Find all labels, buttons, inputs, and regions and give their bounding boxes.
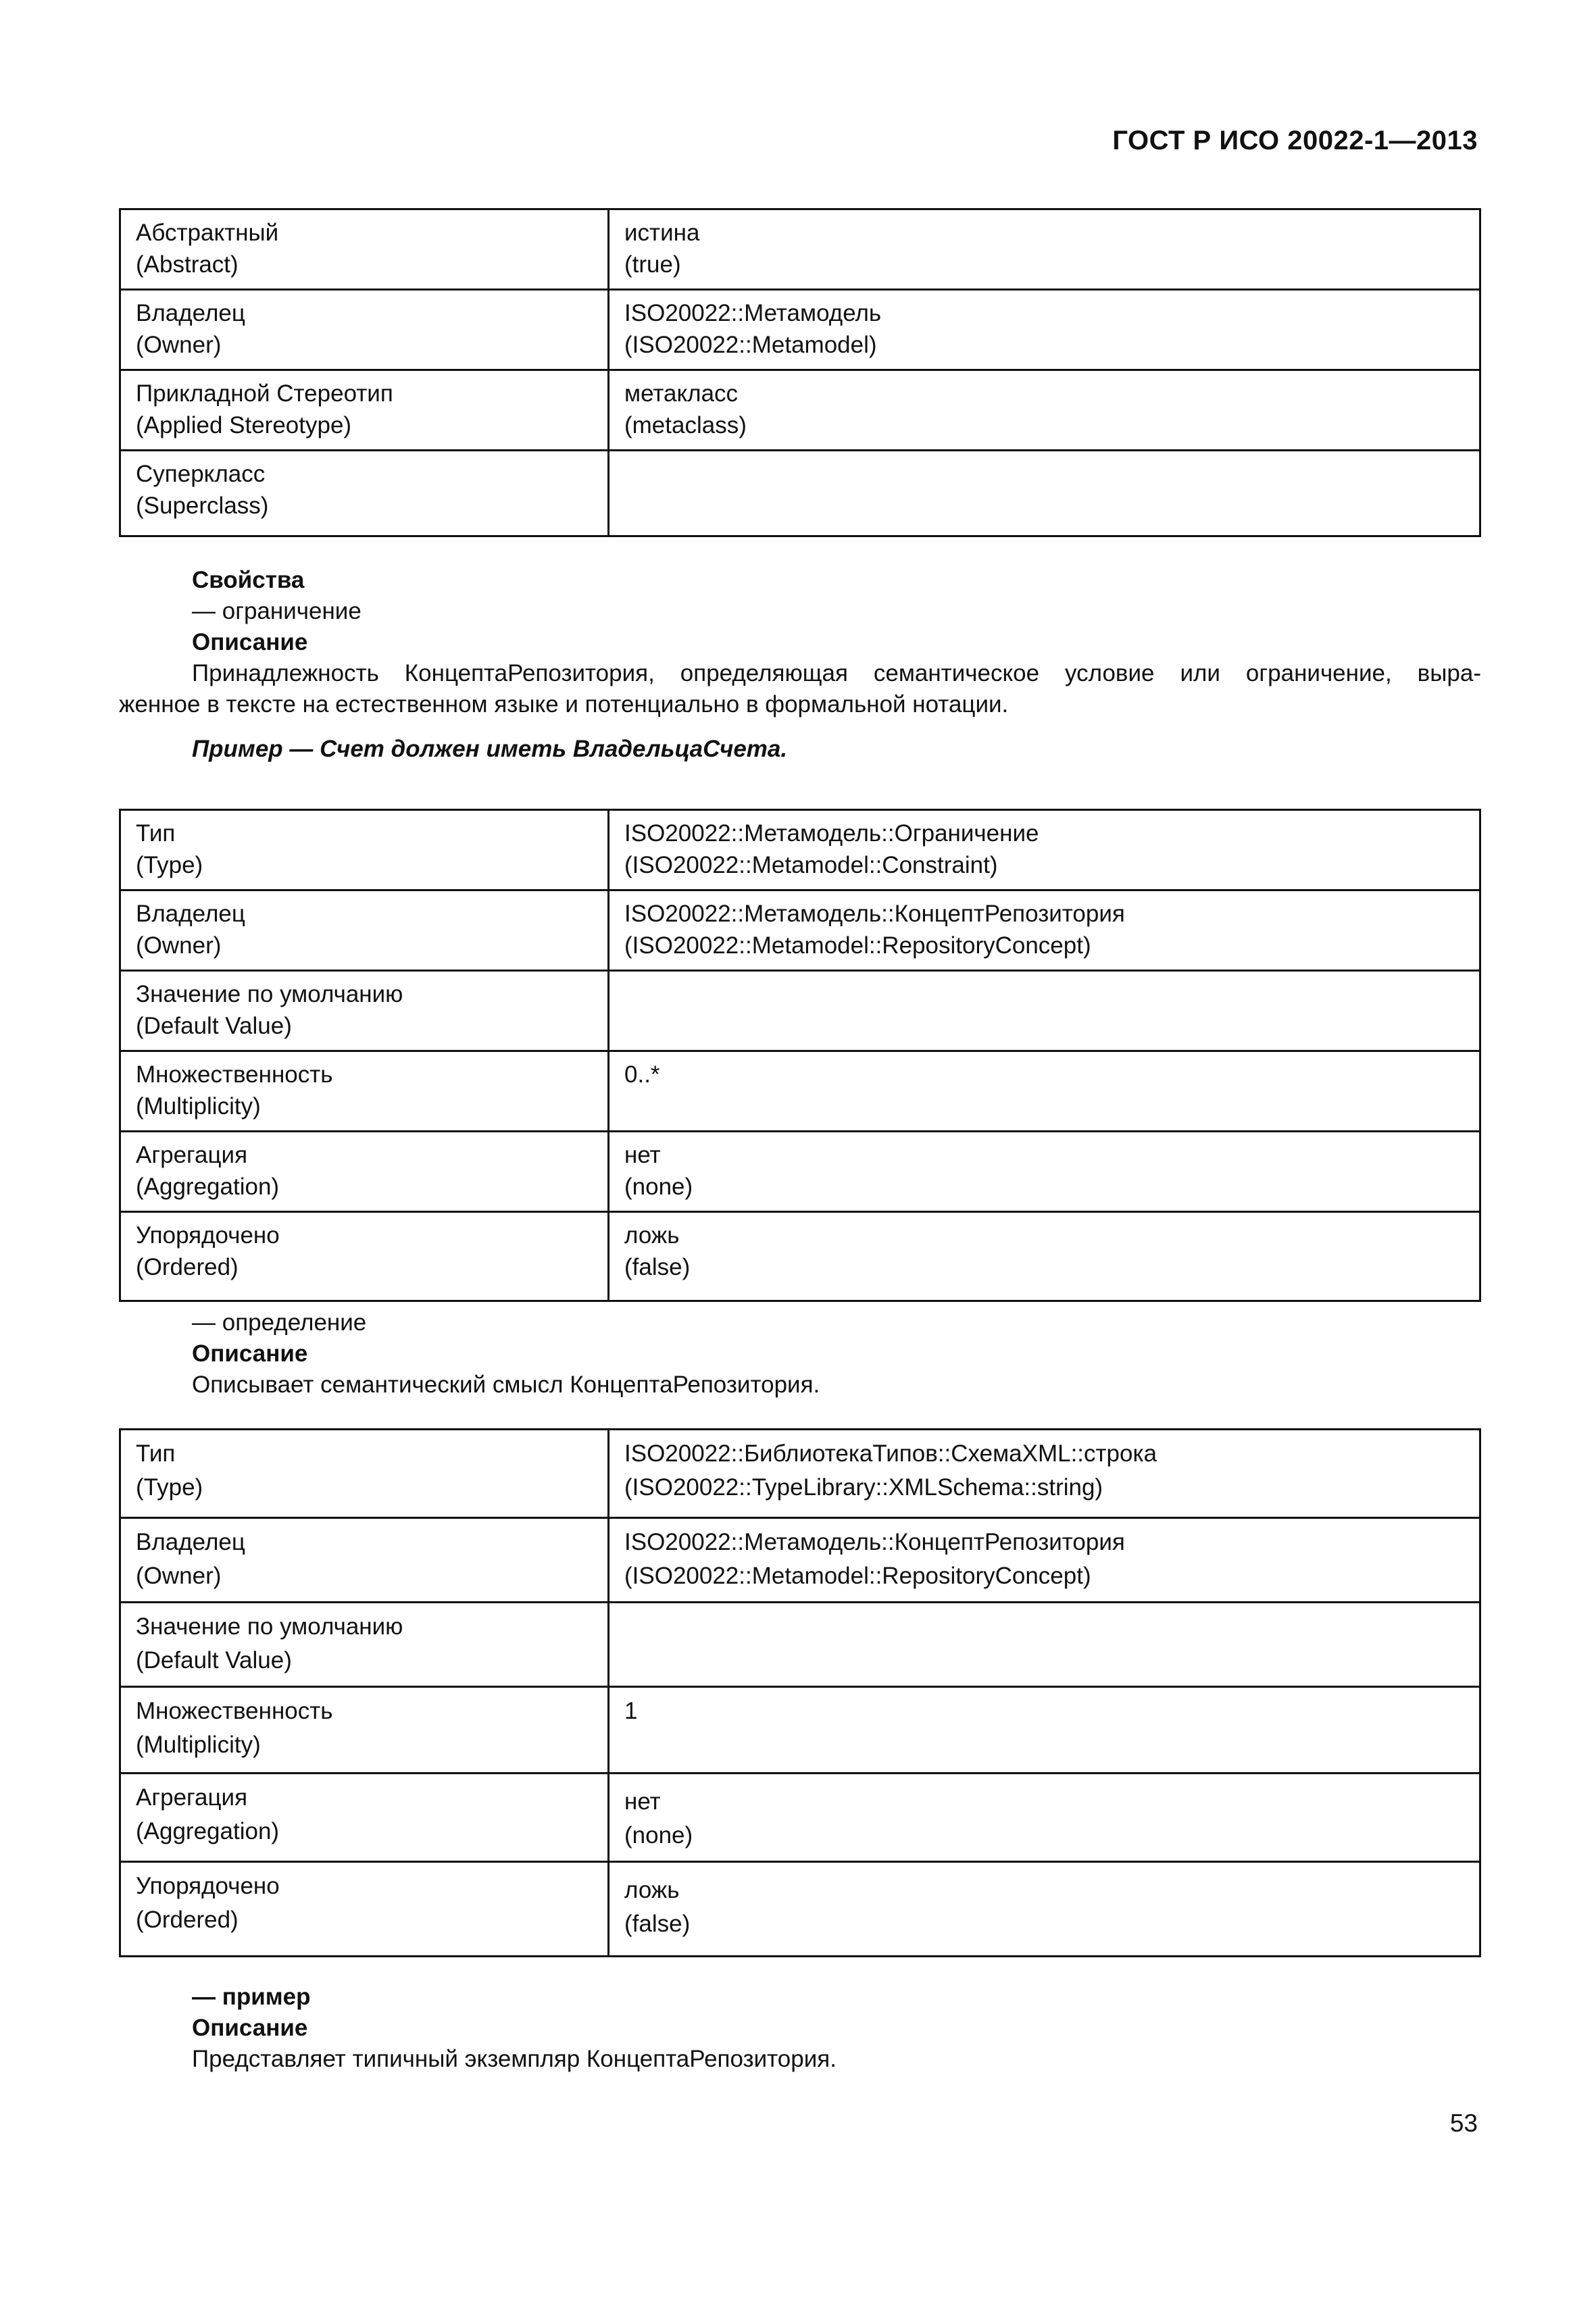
table-cell-key [120,1430,609,1518]
table-row [120,971,1480,1051]
key-ru: Владелец [136,1529,245,1555]
key-ru: Суперкласс [136,461,266,487]
table-cell-key [120,1051,609,1132]
table-cell-key [120,209,609,290]
key-ru: Значение по умолчанию [136,1613,403,1640]
value-ru: ISO20022::Метамодель::Ограничение [624,820,1039,847]
value-en: (ISO20022::Metamodel::RepositoryConcept) [624,932,1091,959]
table-row [120,1518,1480,1603]
table-cell-value [609,1774,1480,1862]
table-cell-value [609,971,1480,1051]
table-cell-key [120,971,609,1051]
table-cell-value [609,1518,1480,1603]
example-section [192,1982,837,2075]
value-ru: ISO20022::БиблиотекаТипов::СхемаXML::строка [624,1440,1157,1467]
key-en: (Superclass) [136,493,269,519]
metaclass-attributes-table [119,208,1481,537]
key-en: (Aggregation) [136,1174,280,1200]
key-ru: Тип [136,820,176,847]
table-row [120,1051,1480,1132]
table-row [120,1603,1480,1687]
table-row [120,810,1480,890]
key-en: (Ordered) [136,1907,239,1933]
table-cell-key [120,1518,609,1603]
value-ru: 0..* [624,1061,660,1088]
key-en: (Default Value) [136,1647,292,1674]
table-row [120,451,1480,536]
table-cell-value [609,1430,1480,1518]
table-cell-key [120,1603,609,1687]
table-cell-value [609,810,1480,890]
value-en: (ISO20022::Metamodel::Constraint) [624,852,998,878]
description-paragraph [119,658,1481,720]
property-name: — определение [192,1309,367,1336]
key-en: (Applied Stereotype) [136,412,352,438]
table-cell-value [609,1212,1480,1301]
key-ru: Владелец [136,300,245,326]
table-cell-value [609,890,1480,971]
key-en: (Owner) [136,932,222,959]
table-cell-key [120,1774,609,1862]
value-ru: 1 [624,1698,638,1724]
description-line: женное в тексте на естественном языке и потенциально в формальной нотации. [119,691,1009,718]
key-ru: Значение по умолчанию [136,981,403,1007]
value-en: (none) [624,1174,693,1200]
key-ru: Множественность [136,1698,333,1724]
value-ru: истина [624,220,700,246]
table-cell-value [609,1687,1480,1774]
key-en: (Multiplicity) [136,1732,261,1758]
value-en: (ISO20022::TypeLibrary::XMLSchema::string) [624,1474,1103,1501]
key-en: (Ordered) [136,1254,239,1280]
description-heading: Описание [192,629,308,655]
key-ru: Прикладной Стереотип [136,380,393,407]
table-row [120,370,1480,451]
key-ru: Упорядочено [136,1222,280,1249]
value-en: (false) [624,1254,691,1280]
table-cell-key [120,810,609,890]
key-ru: Агрегация [136,1784,248,1811]
table-cell-value [609,290,1480,370]
description-text: Представляет типичный экземпляр КонцептаРепозитория. [192,2046,837,2072]
section-heading: Свойства [192,567,305,593]
key-en: (Aggregation) [136,1818,280,1844]
value-ru: ложь [624,1877,680,1903]
table-cell-key [120,370,609,451]
constraint-property-table [119,809,1481,1302]
table-cell-key [120,890,609,971]
table-cell-value [609,451,1480,536]
value-en: (false) [624,1911,691,1937]
key-ru: Абстрактный [136,220,279,246]
property-name: — ограничение [192,598,361,624]
value-en: (true) [624,251,681,278]
table-row [120,1774,1480,1862]
value-en: (none) [624,1822,693,1848]
table-cell-value [609,370,1480,451]
property-name: — пример [192,1984,311,2010]
description-line: Принадлежность КонцептаРепозитория, определяющая семантическое условие или ограничение, выра- [192,660,1481,686]
description-text: Описывает семантический смысл КонцептаРепозитория. [192,1372,820,1398]
table-row [120,890,1480,971]
table-cell-value [609,1603,1480,1687]
key-ru: Упорядочено [136,1873,280,1899]
table-cell-value [609,1862,1480,1957]
key-en: (Owner) [136,332,222,358]
value-en: (metaclass) [624,412,747,438]
table-cell-key [120,1212,609,1301]
value-en: (ISO20022::Metamodel) [624,332,877,358]
key-ru: Множественность [136,1061,333,1088]
table-row [120,290,1480,370]
value-ru: ISO20022::Метамодель::КонцептРепозитория [624,901,1125,927]
table-cell-value [609,1051,1480,1132]
properties-section [192,565,361,658]
table-row [120,1862,1480,1957]
example-text: Пример — Счет должен иметь ВладельцаСчета. [192,736,788,762]
value-ru: нет [624,1142,661,1168]
description-heading: Описание [192,1340,308,1367]
value-en: (ISO20022::Metamodel::RepositoryConcept) [624,1563,1091,1589]
table-cell-value [609,209,1480,290]
table-row [120,1687,1480,1774]
value-ru: нет [624,1788,661,1815]
key-en: (Type) [136,852,203,878]
value-ru: ложь [624,1222,680,1249]
table-row [120,1212,1480,1301]
definition-property-table [119,1428,1481,1957]
key-ru: Тип [136,1440,176,1467]
key-en: (Multiplicity) [136,1093,261,1120]
definition-section [192,1307,820,1401]
value-ru: метакласс [624,380,739,407]
table-cell-key [120,290,609,370]
key-ru: Владелец [136,901,245,927]
value-ru: ISO20022::Метамодель::КонцептРепозитория [624,1529,1125,1555]
table-cell-key [120,451,609,536]
table-cell-key [120,1862,609,1957]
table-cell-key [120,1687,609,1774]
description-heading: Описание [192,2015,308,2041]
table-cell-value [609,1132,1480,1212]
value-ru: ISO20022::Метамодель [624,300,882,326]
key-en: (Owner) [136,1563,222,1589]
key-en: (Abstract) [136,251,239,278]
key-en: (Default Value) [136,1013,292,1039]
document-id: ГОСТ Р ИСО 20022-1—2013 [1112,126,1478,155]
page-number: 53 [1449,2109,1478,2137]
table-cell-key [120,1132,609,1212]
table-row [120,1430,1480,1518]
key-en: (Type) [136,1474,203,1501]
key-ru: Агрегация [136,1142,248,1168]
table-row [120,1132,1480,1212]
table-row [120,209,1480,290]
